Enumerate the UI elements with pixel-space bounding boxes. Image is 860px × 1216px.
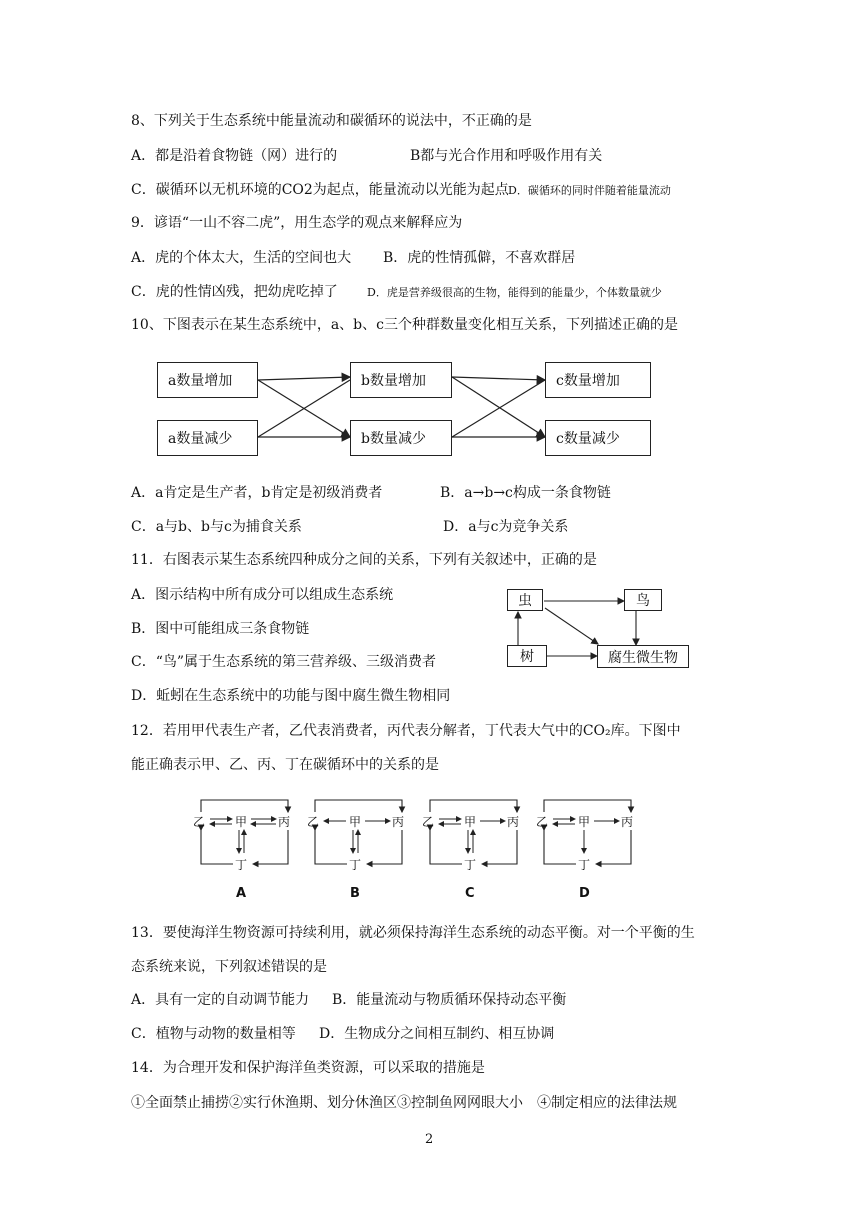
node-yi-D: 乙 [536,815,549,829]
q10-option-a: A．a肯定是生产者，b肯定是初级消费者 [131,485,383,501]
box-b-decrease: b数量减少 [350,420,452,456]
node-decomposer: 腐生微生物 [597,645,689,668]
node-bing-C: 丙 [507,815,520,829]
q13-option-b: B．能量流动与物质循环保持动态平衡 [332,992,567,1008]
q10-option-d: D．a与c为竞争关系 [443,519,569,535]
q8-option-d: D．碳循环的同时伴随着能量流动 [508,184,671,197]
node-bing-D: 丙 [621,815,634,829]
node-bird: 鸟 [624,589,662,611]
q12-stem-line1: 12．若用甲代表生产者，乙代表消费者，丙代表分解者，丁代表大气中的CO₂库。下图中 [131,723,681,739]
q13-option-d: D．生物成分之间相互制约、相互协调 [319,1026,555,1042]
q11-option-d: D．蚯蚓在生态系统中的功能与图中腐生微生物相同 [131,688,451,704]
node-jia-B: 甲 [349,815,362,829]
node-jia-C: 甲 [464,815,477,829]
node-yi-A: 乙 [193,815,206,829]
node-insect: 虫 [507,589,543,611]
q10-option-c: C．a与b、b与c为捕食关系 [131,519,302,535]
node-bing-B: 丙 [392,815,405,829]
box-c-decrease: c数量减少 [545,420,651,456]
q8-option-b: B都与光合作用和呼吸作用有关 [410,148,603,164]
diagram-label-A: A [236,886,247,901]
node-ding-A: 丁 [235,858,248,872]
q9-option-b: B．虎的性情孤僻，不喜欢群居 [383,250,576,266]
node-jia-D: 甲 [578,815,591,829]
page-number: 2 [425,1132,434,1147]
carbon-cycle-D [544,800,634,864]
q10-option-b: B．a→b→c构成一条食物链 [440,485,611,501]
diagram-label-D: D [579,886,590,901]
node-yi-C: 乙 [422,815,435,829]
q13-stem-line1: 13．要使海洋生物资源可持续利用，就必须保持海洋生态系统的动态平衡。对一个平衡的生 [131,925,695,941]
q9-option-a: A．虎的个体太大，生活的空间也大 [131,250,352,266]
node-bing-A: 丙 [278,815,291,829]
node-ding-B: 丁 [349,858,362,872]
box-c-increase: c数量增加 [545,362,651,398]
q14-options: ①全面禁止捕捞②实行休渔期、划分休渔区③控制鱼网网眼大小 ④制定相应的法律法规 [131,1095,677,1111]
q8-option-c: C．碳循环以无机环境的CO2为起点，能量流动以光能为起点 [131,182,509,198]
box-b-increase: b数量增加 [350,362,452,398]
carbon-cycle-A [201,800,291,864]
q9-stem: 9．谚语“一山不容二虎”，用生态学的观点来解释应为 [131,215,463,231]
carbon-cycle-B [315,800,405,864]
box-a-decrease: a数量减少 [157,420,258,456]
q11-option-c: C．“鸟”属于生态系统的第三营养级、三级消费者 [131,654,437,670]
q9-option-d: D．虎是营养级很高的生物，能得到的能量少，个体数量就少 [367,286,662,299]
q11-stem: 11．右图表示某生态系统四种成分之间的关系，下列有关叙述中，正确的是 [131,552,597,568]
q9-option-c: C．虎的性情凶残，把幼虎吃掉了 [131,284,338,300]
q8-option-a: A．都是沿着食物链（网）进行的 [131,148,338,164]
q10-stem: 10、下图表示在某生态系统中，a、b、c三个种群数量变化相互关系，下列描述正确的是 [131,317,678,333]
box-a-increase: a数量增加 [157,362,258,398]
diagram-label-B: B [350,886,360,901]
q11-option-b: B．图中可能组成三条食物链 [131,621,310,637]
carbon-cycle-C [430,800,520,864]
q14-stem: 14．为合理开发和保护海洋鱼类资源，可以采取的措施是 [131,1060,485,1076]
diagram-label-C: C [465,886,475,901]
node-ding-D: 丁 [578,858,591,872]
q13-stem-line2: 态系统来说，下列叙述错误的是 [131,959,327,975]
q13-option-a: A．具有一定的自动调节能力 [131,992,310,1008]
q12-stem-line2: 能正确表示甲、乙、丙、丁在碳循环中的关系的是 [131,757,439,773]
node-jia-A: 甲 [235,815,248,829]
node-ding-C: 丁 [464,858,477,872]
q13-option-c: C．植物与动物的数量相等 [131,1026,296,1042]
node-tree: 树 [507,645,547,667]
q8-stem: 8、下列关于生态系统中能量流动和碳循环的说法中，不正确的是 [131,113,532,129]
node-yi-B: 乙 [307,815,320,829]
q11-option-a: A．图示结构中所有成分可以组成生态系统 [131,587,394,603]
